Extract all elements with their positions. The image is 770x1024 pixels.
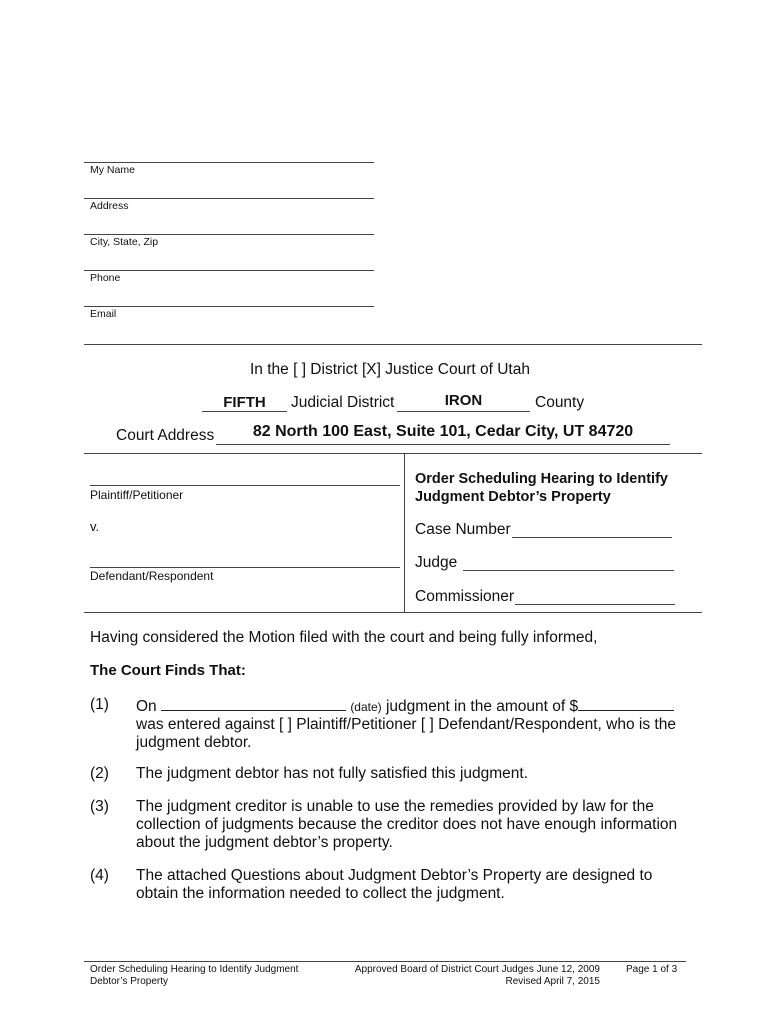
item-4-line2: obtain the information needed to collect the judgment. <box>136 885 505 902</box>
order-title <box>415 470 668 506</box>
caption-top-border <box>84 453 702 454</box>
email-label: Email <box>90 308 117 320</box>
item-3-text <box>136 798 677 852</box>
item-1-amount-text: judgment in the amount of $ <box>385 698 579 715</box>
case-number-field[interactable] <box>512 537 672 538</box>
court-type-line: In the [ ] District [X] Justice Court of Utah <box>250 361 530 378</box>
name-label: My Name <box>90 164 135 176</box>
defendant-line[interactable] <box>90 567 400 568</box>
judicial-district-label: Judicial District <box>291 394 395 411</box>
page-number: Page 1 of 3 <box>626 964 678 975</box>
item-1-on: On <box>136 698 157 715</box>
item-3-line2: collection of judgments because the creditor does not have enough information <box>136 816 678 833</box>
judgment-amount-field[interactable] <box>578 696 674 711</box>
judge-field[interactable] <box>463 570 674 571</box>
court-address-label: Court Address <box>116 427 215 444</box>
intro-text: Having considered the Motion filed with the court and being fully informed, <box>90 629 598 646</box>
findings-heading: The Court Finds That: <box>90 662 246 679</box>
footer-approval <box>338 964 600 988</box>
footer-title-line1: Order Scheduling Hearing to Identify Judgment <box>90 964 299 975</box>
footer-approved-line1: Approved Board of District Court Judges June 12, 2009 <box>354 964 600 975</box>
item-2-line1: The judgment debtor has not fully satisfied this judgment. <box>136 765 529 782</box>
footer-approved-line2: Revised April 7, 2015 <box>505 976 600 987</box>
item-4-line1: The attached Questions about Judgment Debtor’s Property are designed to <box>136 867 653 884</box>
city-line[interactable] <box>84 234 374 235</box>
item-3-number: (3) <box>90 798 109 815</box>
commissioner-label: Commissioner <box>415 588 515 605</box>
county-value: IRON <box>444 392 483 409</box>
defendant-label: Defendant/Respondent <box>90 569 214 583</box>
district-line[interactable] <box>202 411 287 412</box>
email-line[interactable] <box>84 306 374 307</box>
plaintiff-line[interactable] <box>90 485 400 486</box>
item-4-number: (4) <box>90 867 109 884</box>
item-3-line1: The judgment creditor is unable to use the remedies provided by law for the <box>136 798 654 815</box>
address-label: Address <box>90 200 129 212</box>
order-title-line1: Order Scheduling Hearing to Identify <box>415 471 668 487</box>
district-value: FIFTH <box>223 394 266 411</box>
court-address-value: 82 North 100 East, Suite 101, Cedar City, UT 84720 <box>252 423 634 440</box>
judge-label: Judge <box>415 554 458 571</box>
item-3-line3: about the judgment debtor’s property. <box>136 834 393 851</box>
order-title-line2: Judgment Debtor’s Property <box>415 489 611 505</box>
item-1-line2: was entered against [ ] Plaintiff/Petitioner [ ] Defendant/Respondent, who is the <box>136 716 676 733</box>
phone-line[interactable] <box>84 270 374 271</box>
versus-text: v. <box>90 519 100 534</box>
footer-rule <box>84 961 686 962</box>
footer-title-line2: Debtor’s Property <box>90 976 168 987</box>
case-number-label: Case Number <box>415 521 511 538</box>
address-line[interactable] <box>84 198 374 199</box>
footer-title <box>90 964 298 988</box>
caption-bottom-border <box>84 612 702 613</box>
section-divider <box>84 344 702 345</box>
phone-label: Phone <box>90 272 121 284</box>
caption-divider <box>404 453 405 612</box>
court-address-line[interactable] <box>216 444 670 445</box>
plaintiff-label: Plaintiff/Petitioner <box>90 488 184 502</box>
item-1-date-note: (date) <box>350 700 382 714</box>
item-4-text <box>136 867 652 903</box>
county-line[interactable] <box>397 411 530 412</box>
judgment-date-field[interactable] <box>161 696 346 711</box>
city-label: City, State, Zip <box>90 236 159 248</box>
commissioner-field[interactable] <box>515 604 675 605</box>
item-1-text <box>136 696 676 752</box>
item-2-text <box>136 765 528 783</box>
county-label: County <box>535 394 585 411</box>
item-1-line3: judgment debtor. <box>136 734 252 751</box>
item-1-number: (1) <box>90 696 109 713</box>
item-2-number: (2) <box>90 765 109 782</box>
name-line[interactable] <box>84 162 374 163</box>
